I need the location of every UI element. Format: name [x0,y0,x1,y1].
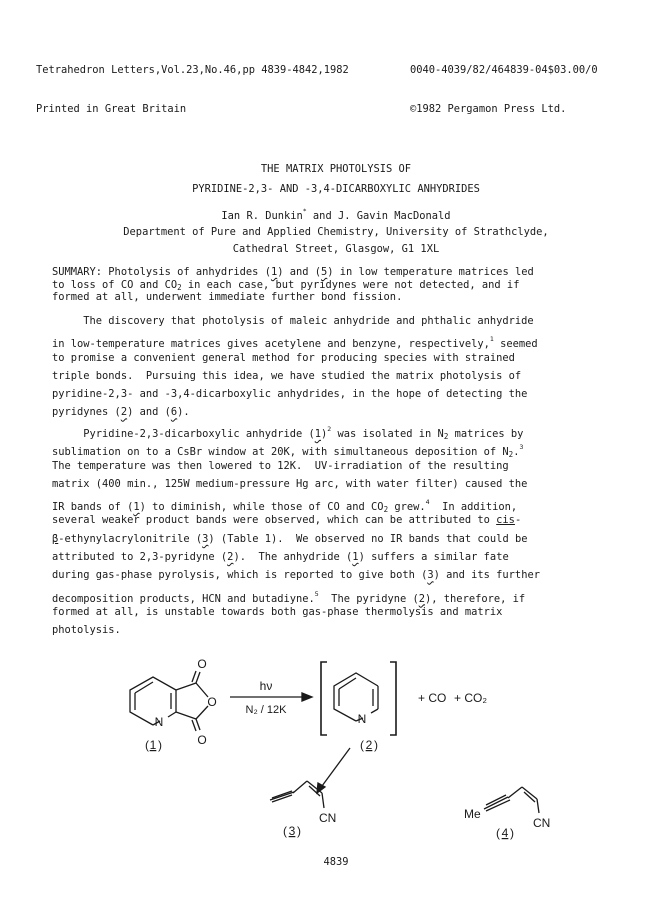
paren-left-4: ( [496,826,500,840]
compound-2-structure [334,673,378,721]
summary-text: SUMMARY: Photolysis of anhydrides ( [52,266,271,278]
conditions-label: N₂ / 12K [245,704,287,716]
compound-2-label: 2 [365,738,373,752]
body-line: matrix (400 min., 125W medium-pressure Hg arc, with water filter) caused the [52,477,528,490]
body-line: The temperature was then lowered to 12K. UV-irradiation of the resulting [52,459,509,472]
atom-O-top: O [197,657,207,671]
compound-ref: 5 [321,266,328,278]
bracket-left [321,662,327,735]
summary-text: formed at all, underwent immediate further bond fission. [52,291,403,303]
body-text: ) [321,428,328,440]
hv-label: hν [259,679,273,693]
body-text: In addition, [429,501,518,514]
journal-header [36,38,349,129]
paren-right-4: ) [510,826,514,840]
summary-text: ) and ( [277,266,322,278]
plus-co2: + CO₂ [454,691,487,705]
paren-left-3: ( [283,824,287,838]
compound-ref: 1 [270,266,278,278]
affiliation-line-1: Department of Pure and Applied Chemistry, University of Strathclyde, [123,226,549,238]
compound-1-label: 1 [149,738,157,752]
body-line: photolysis. [52,624,121,637]
compound-ref: 2 [120,406,128,419]
subscript: 2 [508,450,514,460]
body-text: ) (Table 1). We observed no IR bands that could be [208,532,528,545]
compound-ref: 3 [427,569,434,582]
paragraph-1 [52,312,612,422]
body-line: The discovery that photolysis of maleic anhydride and phthalic anhydride [52,315,534,327]
article-code: 0040-4039/82/464839-04$03.00/0 [410,64,598,76]
affiliation-line-2: Cathedral Street, Glasgow, G1 1XL [232,243,440,255]
printed-location: Printed in Great Britain [36,103,187,115]
paren-left-1: ( [145,738,149,752]
body-text: during gas-phase pyrolysis, which is reported to give both ( [52,569,428,582]
body-text: sublimation on to a CsBr window at 20K, with simultaneous deposition of N [52,446,509,459]
body-text: ) and its further [433,569,540,582]
atom-O-bottom: O [197,733,207,747]
summary-text: in each case, but pyridynes were not detected, and if [181,278,520,291]
body-text: pyridynes ( [52,406,121,419]
body-line: triple bonds. Pursuing this idea, we have studied the matrix photolysis of [52,369,522,382]
paren-right-1: ) [158,738,162,752]
footnote-ref: 2 [327,425,332,433]
subscript: 2 [383,505,389,515]
compound-ref: 6 [170,406,178,419]
body-text: ). The anhydride ( [233,551,353,564]
publisher-header [410,38,598,129]
body-text: - [514,514,522,527]
compound-ref: 1 [314,428,322,440]
paren-left-2: ( [360,738,364,752]
compound-1-structure [130,671,208,731]
paren-right-3: ) [297,824,301,838]
author-2: and J. Gavin MacDonald [306,210,451,222]
cn-group-3: CN [319,811,337,825]
compound-3-structure [270,781,324,808]
body-text: ). [177,406,190,419]
summary [52,266,612,304]
compound-ref: 2 [227,551,234,564]
compound-ref: 1 [352,551,359,564]
body-text: was isolated in N [331,428,444,440]
body-text: matrices by [448,428,524,440]
greek-beta: β [52,532,59,545]
methyl-group: Me [464,807,481,821]
body-text: IR bands of ( [52,501,134,514]
copyright-line: ©1982 Pergamon Press Ltd. [410,103,567,115]
footnote-ref: 5 [314,589,319,598]
body-text: ) to diminish, while those of CO and CO [139,501,384,514]
reaction-scheme [0,650,672,850]
atom-N-2: N [357,712,367,726]
compound-ref: 1 [133,501,140,514]
summary-text: to loss of CO and CO [52,278,178,291]
cn-group-4: CN [533,816,551,830]
arrowhead-right [302,693,312,701]
body-text: decomposition products, HCN and butadiyne. [52,592,315,605]
page-number: 4839 [323,856,349,868]
compound-4-label: 4 [501,826,509,840]
paragraph-2 [52,420,612,640]
body-text: seemed [493,338,538,351]
journal-citation: Tetrahedron Letters,Vol.23,No.46,pp 4839-4842,1982 [36,64,349,76]
corresponding-mark: * [302,207,307,215]
body-line: pyridine-2,3- and -3,4-dicarboxylic anhydrides, in the hope of detecting the [52,388,528,401]
compound-ref: 2 [418,592,426,605]
body-text: The pyridyne ( [318,592,419,605]
footnote-ref: 4 [425,498,430,507]
title-line-2: PYRIDINE-2,3- AND -3,4-DICARBOXYLIC ANHYDRIDES [192,183,480,195]
body-line: formed at all, is unstable towards both gas-phase thermolysis and matrix [52,605,503,618]
body-text: -ethynylacrylonitrile ( [58,532,203,545]
italic-term: cis [496,514,515,527]
subscript: 2 [177,282,182,292]
body-text: . [513,446,520,459]
body-text: several weaker product bands were observed, which can be attributed to [52,514,497,527]
body-text: Pyridine-2,3-dicarboxylic anhydride ( [52,428,315,440]
atom-N-1: N [154,715,164,729]
title-line-1: THE MATRIX PHOTOLYSIS OF [260,163,412,175]
authors [0,207,672,222]
body-line: to promise a convenient general method for producing species with strained [52,351,515,364]
body-text: ) and ( [127,406,171,419]
footnote-ref: 1 [489,335,494,344]
bracket-right [390,662,396,735]
subscript: 2 [443,432,449,441]
plus-co: + CO [418,691,447,705]
compound-4-structure [484,787,539,813]
atom-O-ring: O [207,695,217,709]
body-text: in low-temperature matrices gives acetylene and benzyne, respectively, [52,338,490,351]
footnote-ref: 3 [519,443,524,452]
body-text: attributed to 2,3-pyridyne ( [52,551,228,564]
body-text: ) suffers a similar fate [358,551,509,564]
body-text: ), therefore, if [425,592,526,605]
decomposition-arrow [322,748,350,786]
compound-ref: 3 [202,532,209,545]
summary-text: ) in low temperature matrices led [327,266,534,278]
body-text: grew. [388,501,426,514]
author-1: Ian R. Dunkin [221,210,303,222]
compound-3-label: 3 [288,824,296,838]
paren-right-2: ) [374,738,378,752]
